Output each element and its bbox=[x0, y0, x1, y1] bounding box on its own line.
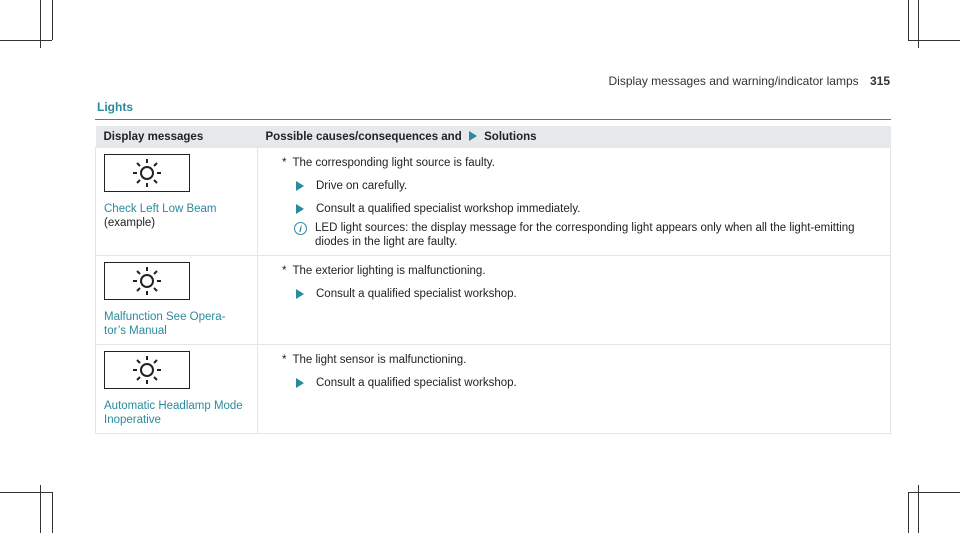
crop-mark bbox=[52, 492, 53, 533]
solution-item: Drive on carefully. bbox=[296, 179, 882, 194]
causes-cell bbox=[258, 148, 891, 256]
crop-mark bbox=[908, 0, 909, 40]
display-cell bbox=[96, 256, 258, 345]
display-message: Malfunction See Opera- tor’s Manual bbox=[104, 311, 226, 337]
display-message: Check Left Low Beam (example) bbox=[104, 203, 217, 229]
solution-arrow-icon bbox=[296, 204, 304, 214]
running-header bbox=[609, 74, 891, 88]
message-suffix: (example) bbox=[104, 217, 156, 229]
causes-cell bbox=[258, 345, 891, 434]
running-header-title: Display messages and warning/indicator lamps bbox=[608, 74, 859, 88]
solution-item: Consult a qualified specialist workshop immediately. bbox=[296, 202, 882, 217]
crop-mark bbox=[0, 492, 52, 493]
table-row bbox=[96, 345, 891, 434]
cause-text: * The corresponding light source is faulty. bbox=[282, 157, 495, 169]
col-causes-header bbox=[258, 126, 891, 148]
col-display-header: Display messages bbox=[96, 126, 258, 148]
page-number: 315 bbox=[869, 74, 890, 88]
info-note: i LED light sources: the display message for the corresponding light appears only when all the light-emitting diodes in the light are faulty. bbox=[294, 221, 882, 249]
solution-arrow-icon bbox=[469, 131, 477, 141]
light-bulb-icon bbox=[104, 351, 190, 389]
col-solutions-label: Solutions bbox=[484, 130, 537, 143]
crop-mark bbox=[52, 0, 53, 40]
display-cell bbox=[96, 148, 258, 256]
solution-arrow-icon bbox=[296, 181, 304, 191]
solution-item: Consult a qualified specialist workshop. bbox=[296, 287, 882, 302]
section-rule bbox=[95, 119, 891, 120]
crop-mark bbox=[908, 40, 960, 41]
cause-text: * The exterior lighting is malfunctioning. bbox=[282, 265, 486, 277]
display-cell bbox=[96, 345, 258, 434]
col-causes-label: Possible causes/consequences and bbox=[265, 130, 462, 143]
crop-mark bbox=[908, 492, 960, 493]
messages-table bbox=[95, 126, 891, 434]
display-message: Automatic Headlamp Mode Inoperative bbox=[104, 400, 243, 426]
light-bulb-icon bbox=[104, 154, 190, 192]
info-icon: i bbox=[294, 222, 307, 235]
crop-mark bbox=[908, 492, 909, 533]
solution-arrow-icon bbox=[296, 378, 304, 388]
solution-arrow-icon bbox=[296, 289, 304, 299]
light-bulb-icon bbox=[104, 262, 190, 300]
cause-text: * The light sensor is malfunctioning. bbox=[282, 354, 467, 366]
table-header-row bbox=[96, 126, 891, 148]
section-title: Lights bbox=[97, 100, 133, 114]
crop-mark bbox=[0, 40, 52, 41]
table-row bbox=[96, 148, 891, 256]
causes-cell bbox=[258, 256, 891, 345]
solution-item: Consult a qualified specialist workshop. bbox=[296, 376, 882, 391]
table-row bbox=[96, 256, 891, 345]
